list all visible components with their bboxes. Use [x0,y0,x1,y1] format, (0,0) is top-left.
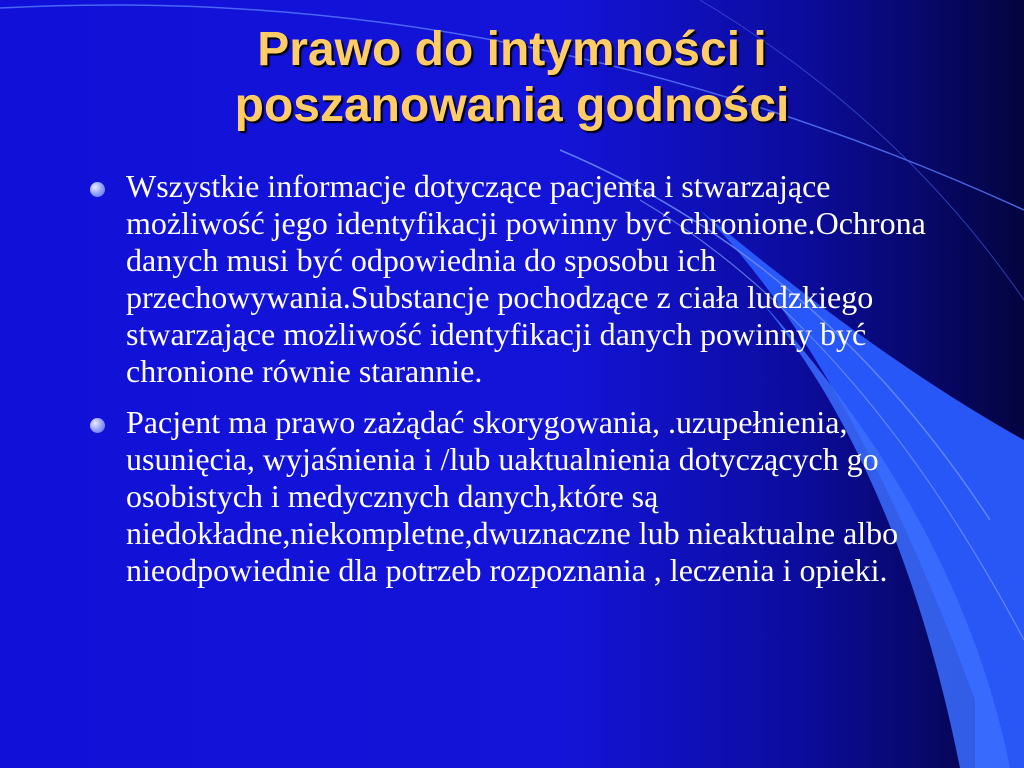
bullet-list [88,168,948,603]
bullet-text: Wszystkie informacje dotyczące pacjenta i stwarzające możliwość jego identyfikacji powinny być chronione.Ochrona danych musi być odpowiednia do sposobu ich przechowywania.Substancje pochodzące z ciała ludzkiego stwarzające możliwość identyfikacji danych powinny być chronione równie starannie. [126,168,926,389]
slide-title [60,22,964,134]
bullet-dot-icon [90,418,105,433]
title-line-2: poszanowania godności [234,79,790,132]
bullet-dot-icon [90,182,105,197]
title-line-1: Prawo do intymności i [257,23,767,76]
bullet-item [88,404,948,589]
bullet-item [88,168,948,390]
bullet-text: Pacjent ma prawo zażądać skorygowania, .uzupełnienia, usunięcia, wyjaśnienia i /lub uaktualnienia dotyczących go osobistych i medycznych danych,które są niedokładne,niekompletne,dwuznaczne lub nieaktualne albo nieodpowiednie dla potrzeb rozpoznania , leczenia i opieki. [126,404,899,588]
